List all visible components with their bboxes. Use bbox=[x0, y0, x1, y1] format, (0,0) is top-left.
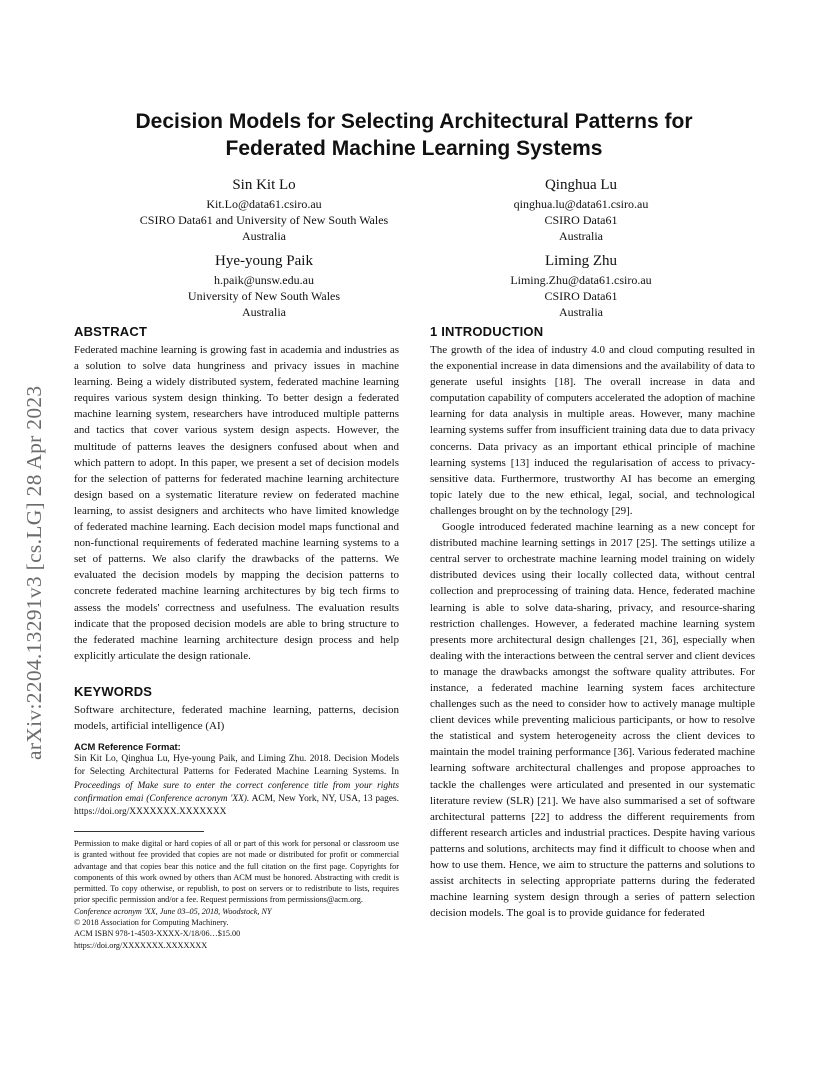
isbn-line: ACM ISBN 978-1-4503-XXXX-X/18/06…$15.00 bbox=[74, 929, 241, 939]
conference-line: Conference acronym 'XX, June 03–05, 2018, Woodstock, NY bbox=[74, 906, 272, 916]
author-block-1 bbox=[99, 176, 429, 244]
author-affiliation: CSIRO Data61 bbox=[544, 289, 618, 303]
paper-title bbox=[90, 108, 738, 162]
author-country: Australia bbox=[559, 305, 603, 319]
abstract-text: Federated machine learning is growing fast in academia and industries as a solution to solve data hungriness and privacy issues in machine learning. Being a widely distributed system, federated machine learning requires various system design thinking. To better design a federated machine learning system, researchers have introduced multiple patterns and tactics that cover various system design aspects. However, the multitude of patterns leaves the designers confused about when and which pattern to adopt. In this paper, we present a set of decision models for the selection of patterns for federated machine learning architecture design based on a systematic literature review on federated machine learning, to assist designers and architects who have limited knowledge of federated machine learning. Each decision model maps functional and non-functional requirements of federated machine learning systems to a set of patterns. We also clarify the drawbacks of the patterns. We evaluated the decision models by mapping the decision patterns to concrete federated machine learning architectures by big tech firms to assess the models' correctness and usefulness. The evaluation results indicate that the proposed decision models are able to bring structure to the federated machine learning architecture design process and help explicitly articulate the design rationale. bbox=[74, 344, 399, 662]
author-email: Kit.Lo@data61.csiro.au bbox=[206, 197, 322, 211]
author-affiliation: University of New South Wales bbox=[187, 289, 341, 303]
introduction-section bbox=[430, 324, 755, 921]
permission-notice: Permission to make digital or hard copies of all or part of this work for personal or classroom use is granted without fee provided that copies are not made or distributed for profit or commercial advantage and that copies bear this notice and the full citation on the first page. Copyrights for components of this work owned by others than ACM must be honored. Abstracting with credit is permitted. To copy otherwise, or republish, to post on servers or to redistribute to lists, requires prior specific permission and/or a fee. Request permissions from permissions@acm.org. bbox=[74, 839, 399, 905]
introduction-paragraph-1: The growth of the idea of industry 4.0 and cloud computing resulted in the exponential increase in data dimensions and the availability of data to generate useful insights [18]. The overall increase in data and computation capability of computers accelerated the adoption of machine learning for data analysis in multiple areas. However, many machine learning systems suffer from insufficient training data due to data privacy concerns. Data privacy as an important ethical principle of machine learning systems [13] induced the regularisation of access to privacy-sensitive data. Furthermore, trustworthy AI has become an emerging topic lately due to the new ethical, legal, social, and technological challenges brought on by the technology [29]. bbox=[430, 344, 755, 517]
acm-reference-section bbox=[74, 741, 399, 819]
author-name: Qinghua Lu bbox=[544, 177, 618, 193]
author-email: Liming.Zhu@data61.csiro.au bbox=[510, 273, 652, 287]
author-country: Australia bbox=[559, 229, 603, 243]
abstract-section bbox=[74, 324, 399, 664]
author-name: Sin Kit Lo bbox=[232, 177, 296, 193]
keywords-section bbox=[74, 684, 399, 734]
footnote-section bbox=[74, 838, 399, 951]
author-email: h.paik@unsw.edu.au bbox=[214, 273, 314, 287]
title-line-1: Decision Models for Selecting Architectural Patterns for bbox=[135, 110, 693, 133]
keywords-heading: KEYWORDS bbox=[74, 684, 153, 699]
doi-line: https://doi.org/XXXXXXX.XXXXXXX bbox=[74, 940, 208, 950]
author-country: Australia bbox=[242, 229, 286, 243]
author-email: qinghua.lu@data61.csiro.au bbox=[513, 197, 649, 211]
author-name: Liming Zhu bbox=[544, 253, 618, 269]
acm-reference-heading: ACM Reference Format: bbox=[74, 741, 181, 752]
abstract-heading: ABSTRACT bbox=[74, 324, 148, 339]
acm-reference-part2: ACM, New York, NY, USA, 13 pages. https://doi.org/XXXXXXX.XXXXXXX bbox=[74, 793, 400, 818]
author-country: Australia bbox=[242, 305, 286, 319]
author-block-3 bbox=[99, 252, 429, 320]
author-block-4 bbox=[416, 252, 746, 320]
author-name: Hye-young Paik bbox=[215, 253, 313, 269]
introduction-paragraph-2: Google introduced federated machine learning as a new concept for distributed machine learning settings in 2017 [25]. The settings utilize a central server to orchestrate machine learning model training on widely distributed devices using their locally collected data, without central collection and preprocessing of training data. Hence, federated machine learning is able to solve data-sharing, privacy, and resource-sharing restriction challenges. However, a federated machine learning system presents more architectural design challenges [21, 36], especially when dealing with the interactions between the central server and client devices to manage the drawbacks amongst the software quality attributes. For instance, a federated machine learning system faces architecture challenges such as the need to consider how to actively manage multiple client devices while preventing malicious participants, or how to resolve the statistical and system heterogeneity across the client devices to maintain the model training performance [36]. Various federated machine learning software architectural challenges and propose approaches to tackle the challenges were articulated and presented in our systematic literature review (SLR) [21]. We have also summarised a set of software architectural patterns [22] to address the different requirements from different research articles and industrial practices. Despite having various patterns and solutions, architects may find it difficult to choose when and how to use them. Hence, we aim to structure the patterns and solutions to assist architects in selecting appropriate patterns during the federated machine learning system design through a series of pattern selection decision models. The goal is to provide guidance for federated bbox=[430, 521, 755, 920]
author-block-2 bbox=[416, 176, 746, 244]
acm-reference-part1: Sin Kit Lo, Qinghua Lu, Hye-young Paik, and Liming Zhu. 2018. Decision Models for Selecting Architectural Patterns for Federated Machine Learning Systems. In bbox=[74, 754, 399, 778]
author-affiliation: CSIRO Data61 and University of New South Wales bbox=[139, 213, 389, 227]
acm-reference-proceedings: Proceedings of Make sure to enter the correct conference title from your rights confirmation emai (Conference acronym 'XX). bbox=[74, 780, 399, 804]
footnote-divider bbox=[74, 831, 204, 832]
title-line-2: Federated Machine Learning Systems bbox=[225, 137, 603, 160]
copyright-line: © 2018 Association for Computing Machinery. bbox=[74, 918, 229, 928]
acm-reference-text bbox=[74, 753, 399, 819]
keywords-text: Software architecture, federated machine learning, patterns, decision models, artificial intelligence (AI) bbox=[74, 704, 399, 733]
introduction-heading: 1 INTRODUCTION bbox=[430, 324, 544, 339]
author-affiliation: CSIRO Data61 bbox=[544, 213, 618, 227]
arxiv-identifier: arXiv:2204.13291v3 [cs.LG] 28 Apr 2023 bbox=[22, 385, 46, 760]
